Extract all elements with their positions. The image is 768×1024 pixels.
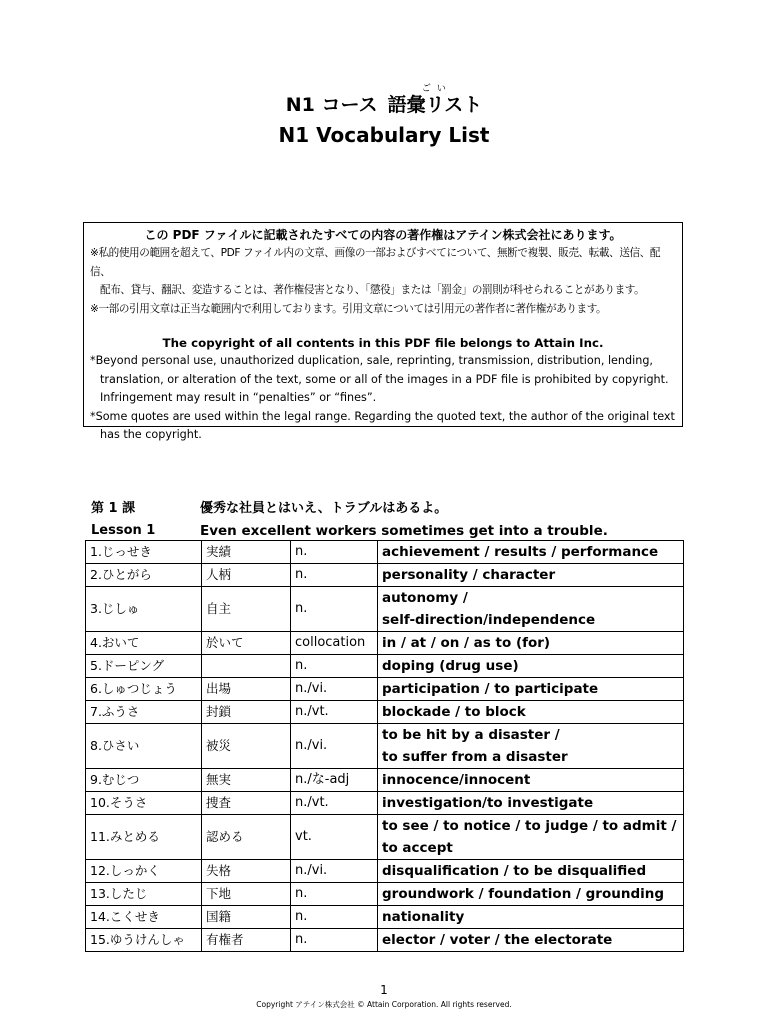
table-row <box>86 815 684 860</box>
copyright-en-line-1: *Beyond personal use, unauthorized duplication, sale, reprinting, transmission, distribution, lending, <box>90 354 653 368</box>
vocab-meaning-cell <box>378 724 684 769</box>
copyright-en-line-2: translation, or alteration of the text, some or all of the images in a PDF file is prohibited by copyright. <box>100 372 669 386</box>
vocab-reading-cell: 2.ひとがら <box>86 564 202 587</box>
vocab-kanji-cell: 無実 <box>202 769 291 792</box>
lesson-jp-label: 第 1 課 <box>91 501 136 516</box>
vocab-kanji-cell: 自主 <box>202 587 291 632</box>
vocab-meaning-line-2: to accept <box>382 840 453 856</box>
vocab-meaning-cell: innocence/innocent <box>378 769 684 792</box>
vocab-reading-cell: 1.じっせき <box>86 541 202 564</box>
vocab-pos-cell: collocation <box>291 632 378 655</box>
vocab-meaning-cell: doping (drug use) <box>378 655 684 678</box>
vocab-meaning-cell: personality / character <box>378 564 684 587</box>
vocab-pos-cell: n./vt. <box>291 701 378 724</box>
lesson-jp-title: 優秀な社員とはいえ、トラブルはあるよ。 <box>200 501 448 516</box>
title-ruby: ごい <box>421 84 452 94</box>
vocab-pos-cell: n./vi. <box>291 724 378 769</box>
title-main: 語彙リスト <box>387 94 483 116</box>
vocab-kanji-cell: 失格 <box>202 860 291 883</box>
vocab-reading-cell: 14.こくせき <box>86 906 202 929</box>
vocab-pos-cell: n. <box>291 929 378 952</box>
title-line-japanese <box>0 84 768 116</box>
title-ruby-group <box>388 84 483 116</box>
page-number: 1 <box>380 983 388 997</box>
vocab-pos-cell: n./vt. <box>291 792 378 815</box>
lesson-heading <box>91 498 608 542</box>
vocab-pos-cell: n. <box>291 655 378 678</box>
vocab-reading-cell: 5.ドーピング <box>86 655 202 678</box>
vocab-meaning-cell: elector / voter / the electorate <box>378 929 684 952</box>
copyright-jp-line-3: ※一部の引用文章は正当な範囲内で利用しております。引用文章については引用元の著作者に著作権があります。 <box>90 302 607 315</box>
vocab-pos-cell: n./vi. <box>291 860 378 883</box>
document-title <box>0 84 768 146</box>
table-row <box>86 587 684 632</box>
vocab-pos-cell: n. <box>291 883 378 906</box>
vocabulary-table <box>85 540 684 952</box>
vocab-kanji-cell: 下地 <box>202 883 291 906</box>
vocab-pos-cell: n. <box>291 587 378 632</box>
footer-copyright: Copyright アテイン株式会社 © Attain Corporation. All rights reserved. <box>256 1000 512 1009</box>
vocab-kanji-cell: 捜査 <box>202 792 291 815</box>
vocab-pos-cell: n./vi. <box>291 678 378 701</box>
vocab-meaning-cell: in / at / on / as to (for) <box>378 632 684 655</box>
copyright-jp-heading: この PDF ファイルに記載されたすべての内容の著作権はアテイン株式会社にあります。 <box>144 228 622 242</box>
copyright-jp-line-1: ※私的使用の範囲を超えて、PDF ファイル内の文章、画像の一部およびすべてについて、無断で複製、販売、転載、送信、配信、 <box>90 247 661 278</box>
lesson-en-label: Lesson 1 <box>91 523 156 538</box>
title-line-english: N1 Vocabulary List <box>278 123 490 147</box>
vocab-reading-cell: 4.おいて <box>86 632 202 655</box>
lesson-en-row <box>91 520 608 542</box>
vocab-meaning-line-1: autonomy / <box>382 590 468 606</box>
vocab-kanji-cell <box>202 655 291 678</box>
vocab-pos-cell: n. <box>291 906 378 929</box>
vocab-kanji-cell: 被災 <box>202 724 291 769</box>
vocab-reading-cell: 10.そうさ <box>86 792 202 815</box>
vocab-reading-cell: 7.ふうさ <box>86 701 202 724</box>
vocabulary-table-body <box>86 541 684 952</box>
vocab-kanji-cell: 有権者 <box>202 929 291 952</box>
vocab-reading-cell: 13.したじ <box>86 883 202 906</box>
copyright-en-heading: The copyright of all contents in this PDF file belongs to Attain Inc. <box>162 336 604 351</box>
table-row <box>86 655 684 678</box>
vocab-reading-cell: 12.しっかく <box>86 860 202 883</box>
vocab-reading-cell: 11.みとめる <box>86 815 202 860</box>
copyright-notice-box <box>83 222 683 442</box>
vocab-meaning-cell: investigation/to investigate <box>378 792 684 815</box>
vocab-kanji-cell: 出場 <box>202 678 291 701</box>
title-prefix: N1 コース <box>285 94 378 116</box>
table-row <box>86 632 684 655</box>
copyright-en-line-4: *Some quotes are used within the legal range. Regarding the quoted text, the author of the original text <box>90 409 675 423</box>
vocab-kanji-cell: 実績 <box>202 541 291 564</box>
vocab-meaning-line-1: to be hit by a disaster / <box>382 727 560 743</box>
vocab-pos-cell: n. <box>291 541 378 564</box>
vocab-meaning-cell: blockade / to block <box>378 701 684 724</box>
table-row <box>86 883 684 906</box>
vocab-reading-cell: 8.ひさい <box>86 724 202 769</box>
table-row <box>86 906 684 929</box>
table-row <box>86 678 684 701</box>
vocab-meaning-line-2: self-direction/independence <box>382 612 596 628</box>
vocab-pos-cell: n./な-adj <box>291 769 378 792</box>
vocab-reading-cell: 15.ゆうけんしゃ <box>86 929 202 952</box>
vocab-meaning-cell <box>378 587 684 632</box>
vocab-meaning-line-2: to suffer from a disaster <box>382 749 568 765</box>
vocab-reading-cell: 3.じしゅ <box>86 587 202 632</box>
lesson-en-title: Even excellent workers sometimes get into a trouble. <box>200 523 608 539</box>
vocab-meaning-cell: achievement / results / performance <box>378 541 684 564</box>
lesson-jp-row <box>91 498 608 520</box>
copyright-jp-line-2: 配布、貸与、翻訳、変造することは、著作権侵害となり、「懲役」または「罰金」の罰則が科せられることがあります。 <box>100 284 645 297</box>
vocab-meaning-cell <box>378 815 684 860</box>
vocab-reading-cell: 6.しゅつじょう <box>86 678 202 701</box>
table-row <box>86 792 684 815</box>
vocab-kanji-cell: 認める <box>202 815 291 860</box>
table-row <box>86 769 684 792</box>
table-row <box>86 929 684 952</box>
vocab-meaning-cell: groundwork / foundation / grounding <box>378 883 684 906</box>
vocab-meaning-line-1: to see / to notice / to judge / to admit / <box>382 818 677 834</box>
table-row <box>86 564 684 587</box>
vocab-kanji-cell: 国籍 <box>202 906 291 929</box>
vocab-pos-cell: vt. <box>291 815 378 860</box>
vocab-meaning-cell: participation / to participate <box>378 678 684 701</box>
copyright-en-line-3: Infringement may result in “penalties” or “fines”. <box>100 391 377 405</box>
table-row <box>86 724 684 769</box>
table-row <box>86 701 684 724</box>
vocab-kanji-cell: 封鎖 <box>202 701 291 724</box>
table-row <box>86 541 684 564</box>
vocab-reading-cell: 9.むじつ <box>86 769 202 792</box>
vocab-pos-cell: n. <box>291 564 378 587</box>
vocab-meaning-cell: nationality <box>378 906 684 929</box>
table-row <box>86 860 684 883</box>
copyright-en-line-5: has the copyright. <box>100 428 202 442</box>
copyright-spacer <box>90 318 676 334</box>
vocab-meaning-cell: disqualification / to be disqualified <box>378 860 684 883</box>
vocab-kanji-cell: 人柄 <box>202 564 291 587</box>
vocab-kanji-cell: 於いて <box>202 632 291 655</box>
